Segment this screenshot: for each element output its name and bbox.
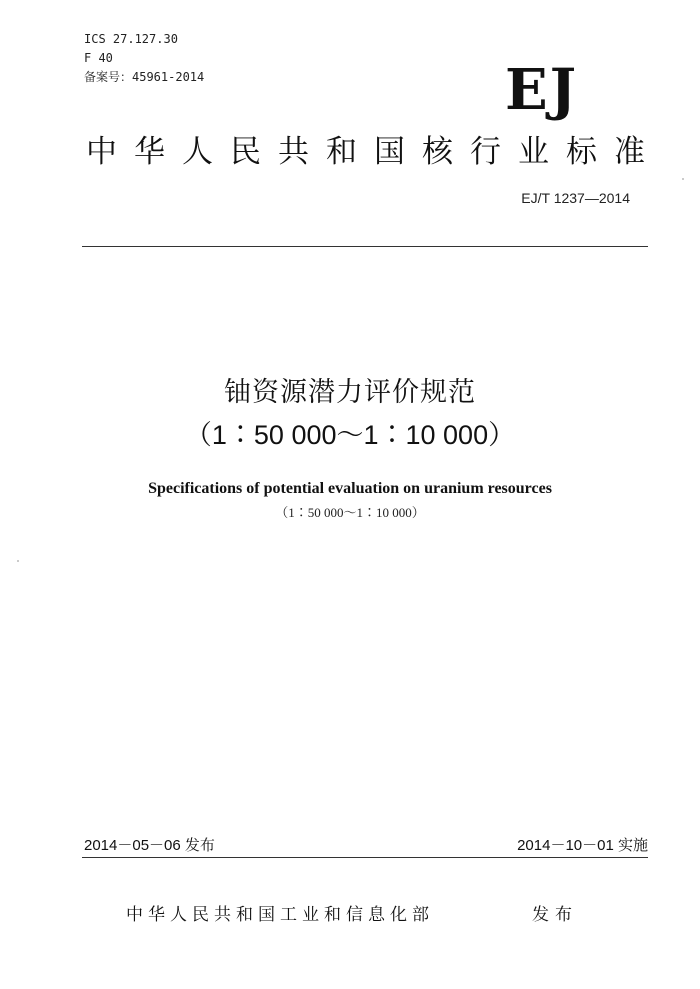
bottom-divider [82, 857, 648, 858]
english-title: Specifications of potential evaluation on uranium resources [148, 480, 552, 497]
publish-label: 发布 [532, 905, 578, 925]
ccs-code: F 40 [84, 51, 113, 65]
standard-number: EJ/T 1237—2014 [521, 190, 630, 206]
filing-number: 备案号：45961-2014 [84, 70, 205, 84]
publisher-name: 中华人民共和国工业和信息化部 [126, 905, 434, 925]
english-title-scale: （1∶50 000～1∶10 000） [275, 505, 425, 520]
ics-code: ICS 27.127.30 [84, 32, 178, 46]
issue-date: 2014－05－06 发布 [84, 837, 215, 854]
implementation-date: 2014－10－01 实施 [517, 837, 648, 854]
ej-logo: EJ [505, 57, 579, 123]
scan-speck [17, 560, 19, 562]
scan-speck [682, 178, 684, 180]
chinese-title: 铀资源潜力评价规范 [224, 377, 476, 408]
chinese-title-scale: （1∶50 000～1∶10 000） [184, 420, 516, 450]
top-divider [82, 246, 648, 247]
industry-standard-heading: 中华人民共和国核行业标准 [86, 134, 662, 170]
